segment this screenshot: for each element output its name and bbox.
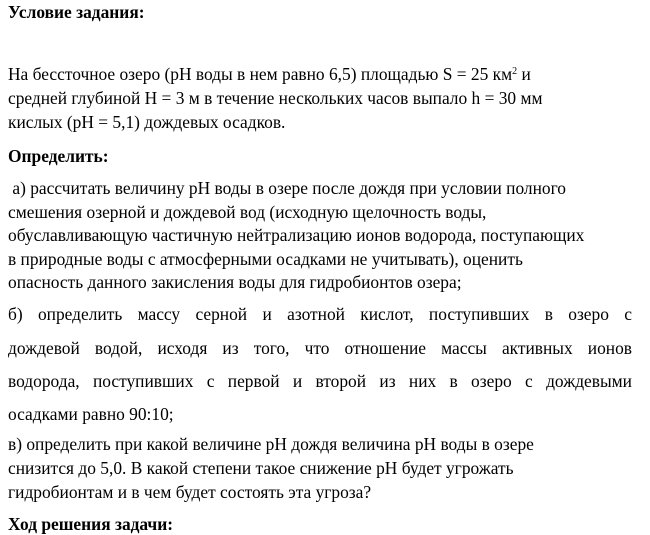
item-a-line: в природные воды с атмосферными осадками не учитывать), оценить xyxy=(8,249,523,269)
item-c-line: гидробионтам и в чем будет состоять эта угроза? xyxy=(8,482,372,502)
condition-line-text-end: и xyxy=(517,64,531,84)
item-b-line: водорода, поступивших с первой и второй из них в озеро с дождевыми xyxy=(8,371,632,391)
item-c-line: в) определить при какой величине pH дождя величина pH воды в озере xyxy=(8,434,534,454)
condition-line: кислых (pH = 5,1) дождевых осадков. xyxy=(8,112,286,132)
item-a-line: обуславливающую частичную нейтрализацию ионов водорода, поступающих xyxy=(8,225,585,245)
condition-line: средней глубиной H = 3 м в течение нескольких часов выпало h = 30 мм xyxy=(8,88,543,108)
item-a-line: смешения озерной и дождевой вод (исходную щелочность воды, xyxy=(8,202,487,222)
item-a-line: а) рассчитать величину pH воды в озере после дождя при условии полного xyxy=(8,178,566,198)
superscript-exponent: 2 xyxy=(512,66,518,77)
determine-heading: Определить: xyxy=(8,146,109,166)
item-a-line: опасность данного закисления воды для гидробионтов озера; xyxy=(8,272,462,292)
condition-line xyxy=(8,64,531,84)
solution-heading: Ход решения задачи: xyxy=(8,514,174,534)
item-c-line: снизится до 5,0. В какой степени такое снижение pH будет угрожать xyxy=(8,458,514,478)
condition-line-text: На бессточное озеро (pH воды в нем равно 6,5) площадью S = 25 км xyxy=(8,64,513,84)
item-b-line: осадками равно 90:10; xyxy=(8,404,174,424)
item-b-line: б) определить массу серной и азотной кислот, поступивших в озеро с xyxy=(8,304,632,324)
condition-heading: Условие задания: xyxy=(8,2,145,22)
item-b-line: дождевой водой, исходя из того, что отношение массы активных ионов xyxy=(8,338,632,358)
